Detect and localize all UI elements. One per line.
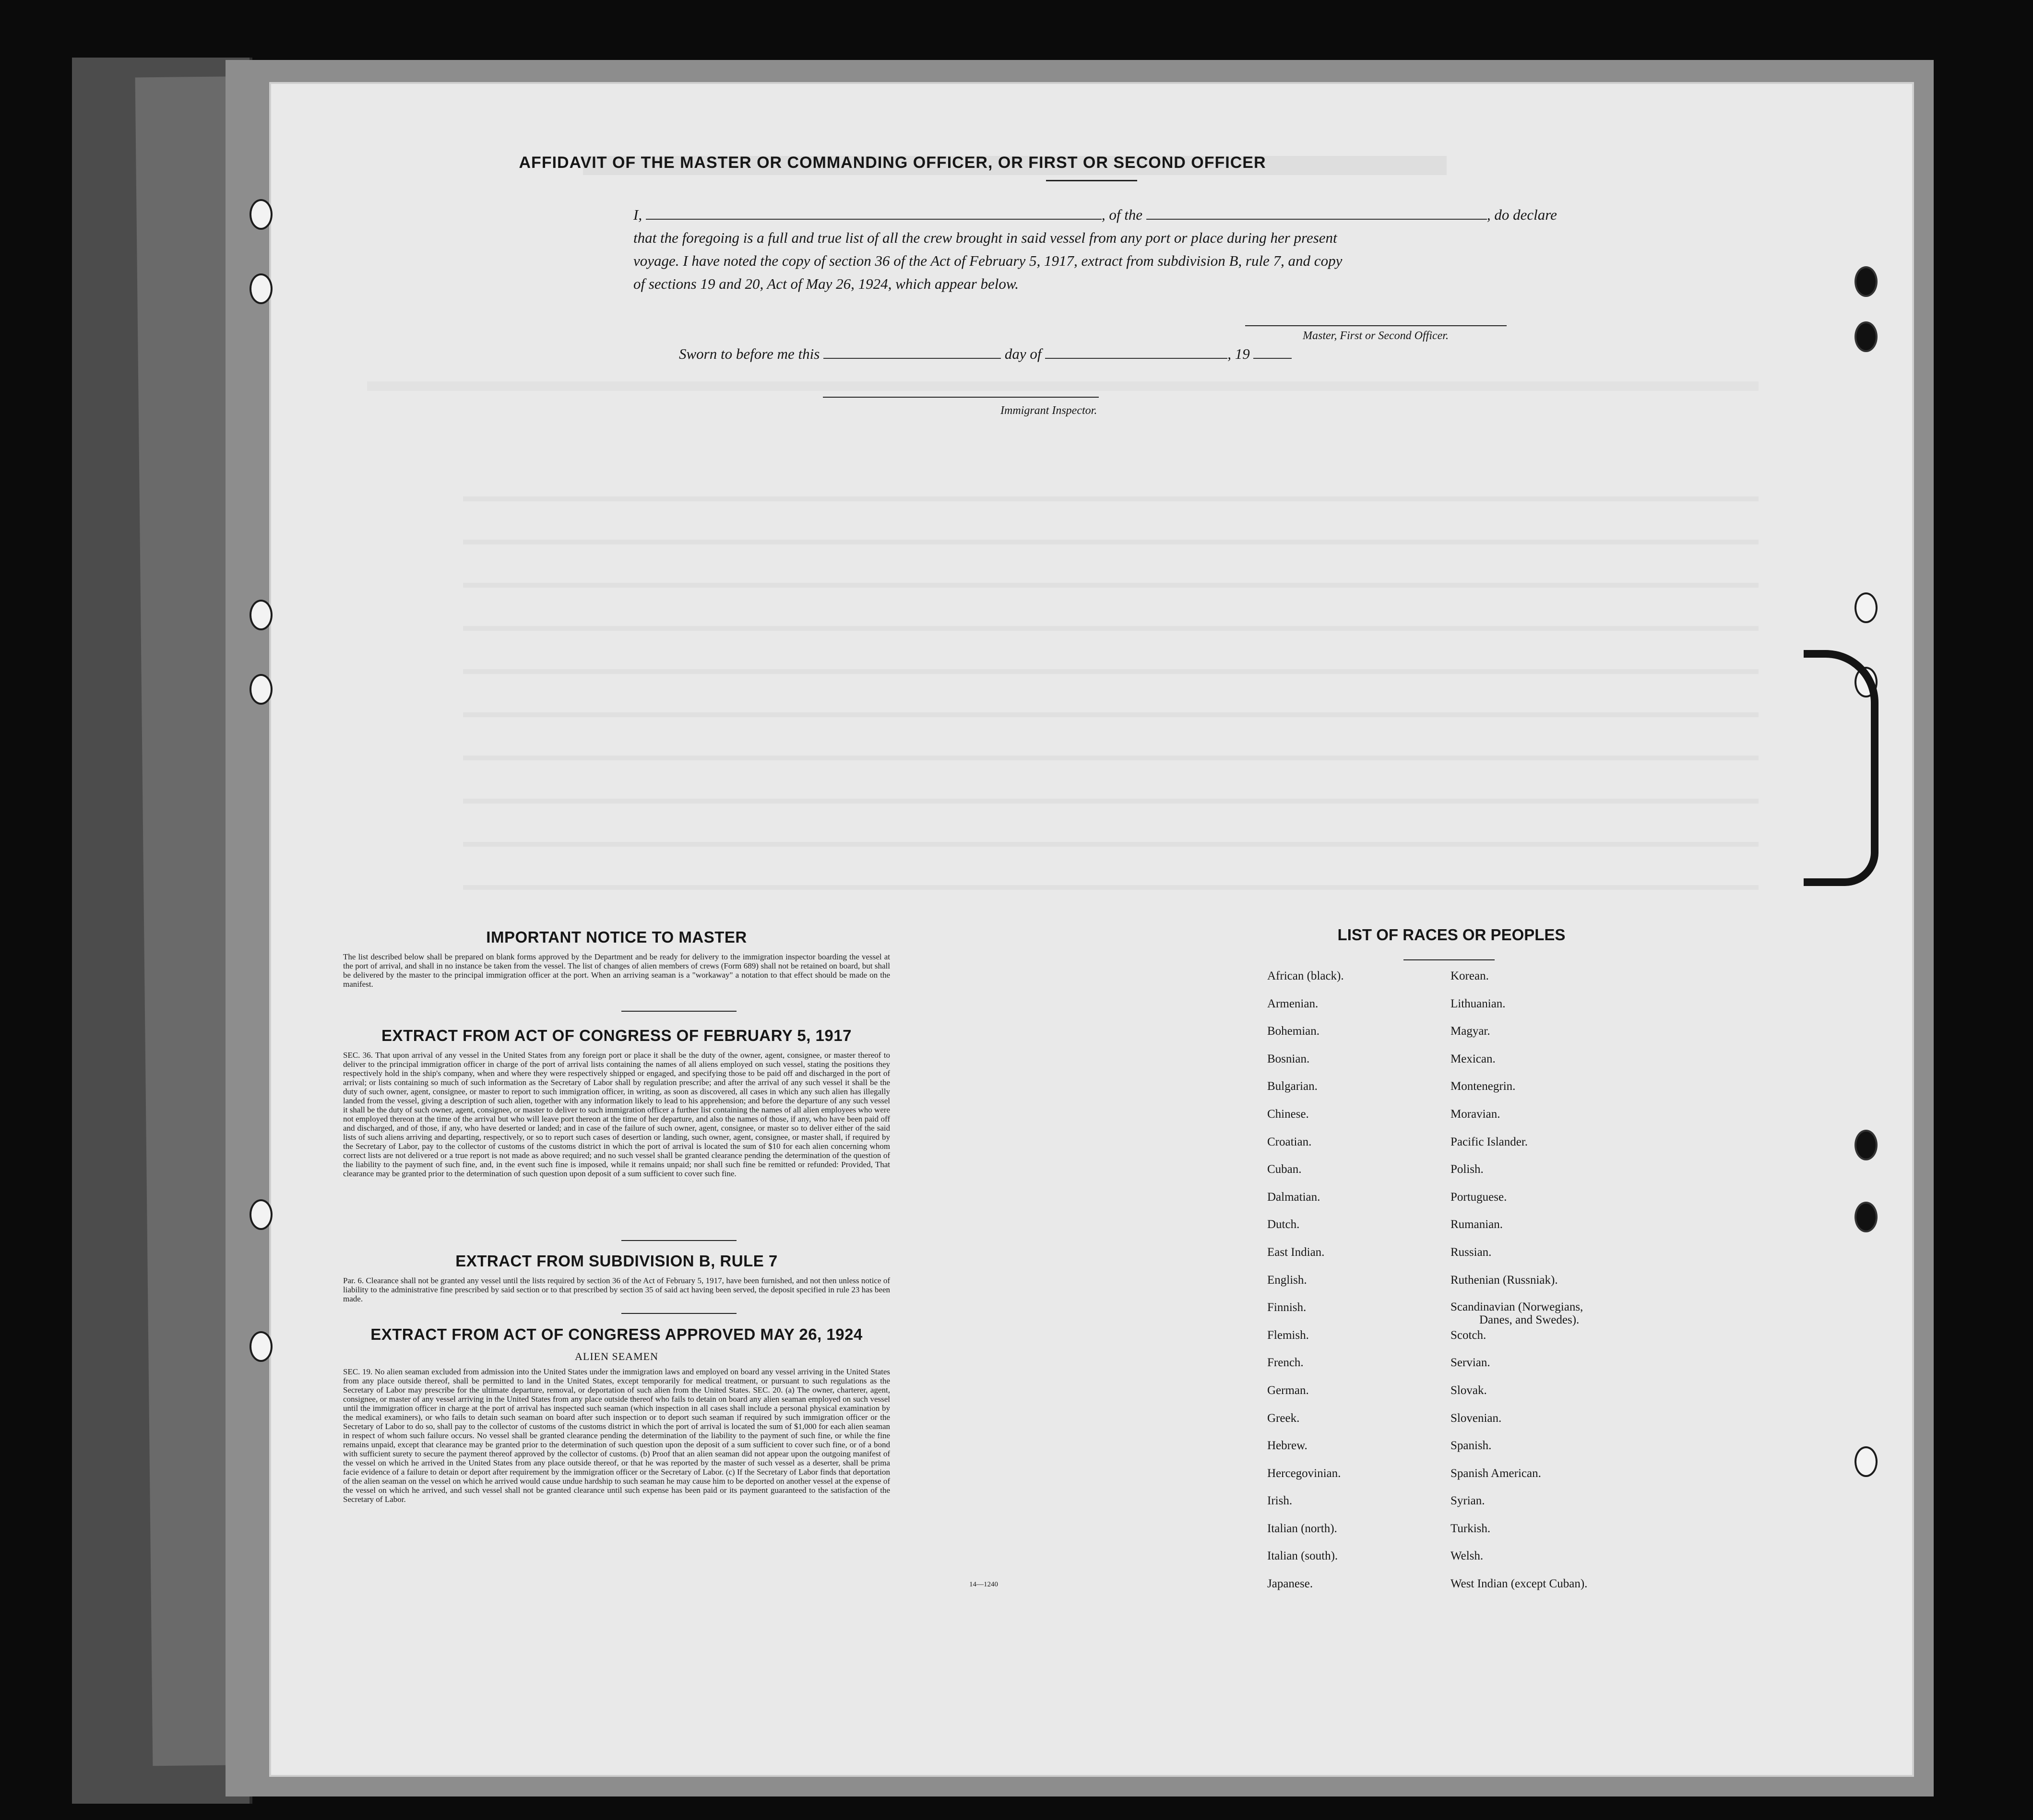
- race-item: Bosnian.: [1267, 1052, 1310, 1065]
- affidavit-line-4: of sections 19 and 20, Act of May 26, 1924, which appear below.: [633, 275, 1019, 292]
- extract-rule7-rule: [621, 1313, 737, 1314]
- binder-hole: [250, 600, 273, 630]
- binder-hole: [1855, 1130, 1878, 1160]
- bleed-through-rows: [463, 458, 1759, 890]
- races-left-column: [1267, 969, 1344, 1605]
- race-item: Italian (south).: [1267, 1549, 1338, 1563]
- affidavit-line-1: [633, 206, 1557, 224]
- extract-1917-rule: [621, 1240, 737, 1241]
- race-item: Montenegrin.: [1450, 1080, 1516, 1093]
- form-number: 14—1240: [969, 1581, 998, 1588]
- affidavit-do-declare: , do declare: [1486, 206, 1557, 223]
- inspector-signature-line[interactable]: [823, 397, 1099, 398]
- race-item: Finnish.: [1267, 1301, 1307, 1314]
- bleed-through-band: [367, 381, 1759, 391]
- master-signature-label: Master, First or Second Officer.: [1303, 330, 1449, 342]
- extract-rule7-text: Par. 6. Clearance shall not be granted any vessel until the lists required by section 36 of the Act of February 5, 1917, have been furnished, and not then unless notice of liability to the administrative fine prescribed by said section or to that prescribed by section 35 of said act having been served, the deposit specified in rule 23 has been made.: [343, 1276, 890, 1303]
- race-item: Hercegovinian.: [1267, 1466, 1341, 1480]
- binder-hole: [1855, 1446, 1878, 1477]
- race-item: Flemish.: [1267, 1328, 1309, 1342]
- extract-1924-heading: EXTRACT FROM ACT OF CONGRESS APPROVED MAY 26, 1924: [370, 1325, 863, 1343]
- race-item: Portuguese.: [1450, 1190, 1507, 1204]
- race-item: Croatian.: [1267, 1135, 1312, 1148]
- race-item: Bohemian.: [1267, 1025, 1320, 1038]
- race-item: Welsh.: [1450, 1549, 1484, 1563]
- vessel-name-blank[interactable]: [1146, 206, 1487, 220]
- race-item: Irish.: [1267, 1494, 1293, 1508]
- sworn-month-blank[interactable]: [1045, 345, 1227, 359]
- race-item: English.: [1267, 1273, 1307, 1287]
- sworn-line: [679, 345, 1292, 363]
- race-item: Italian (north).: [1267, 1522, 1337, 1535]
- binder-hole: [1855, 1202, 1878, 1232]
- race-item: Turkish.: [1450, 1522, 1491, 1535]
- extract-1917-heading: EXTRACT FROM ACT OF CONGRESS OF FEBRUARY 5, 1917: [381, 1027, 852, 1044]
- races-heading: LIST OF RACES OR PEOPLES: [1337, 926, 1566, 944]
- extract-1924-text: SEC. 19. No alien seaman excluded from admission into the United States under the immigration laws and employed on board any vessel arriving in the United States from any place outside thereof, shall be permitted to land in the United States, except temporarily for medical treatment, or pursuant to such regulations as the Secretary of Labor may prescribe for the ultimate departure, removal, or deportation of such alien from the United States. SEC. 20. (a) The owner, charterer, agent, consignee, or master of any vessel arriving in the United States from any place outside thereof who fails to detain on board any alien seaman employed on such vessel until the immigration officer in charge at the port of arrival has inspected such seaman (which inspection in all cases shall include a personal physical examination by the medical examiners), or who fails to detain such seaman on board after such inspection or to deport such seaman if required by such immigration officer or the Secretary of Labor to do so, shall pay to the collector of customs of the customs district in which the port of arrival is located the sum of $1,000 for each alien seaman in respect of whom such failure occurs. No vessel shall be granted clearance pending the determination of the liability to the payment of such fine, or while the fine remains unpaid, except that clearance may be granted prior to the determination of such question upon the deposit of a sum sufficient to cover such fine, or of a bond with sufficient surety to secure the payment thereof approved by the collector of customs. (b) Proof that an alien seaman did not appear upon the outgoing manifest of the vessel on which he arrived in the United States from any place outside thereof, or that he was reported by the master of such vessel as a deserter, shall be prima facie evidence of a failure to detain or deport after requirement by the immigration officer or the Secretary of Labor. (c) If the Secretary of Labor finds that deportation of the alien seaman on the vessel on which he arrived would cause undue hardship to such seaman he may cause him to be deported on another vessel at the expense of the vessel on which he arrived, and such vessel shall not be granted clearance until such expense has been paid or its payment guaranteed to the satisfaction of the Secretary of Labor.: [343, 1367, 890, 1504]
- race-item: German.: [1267, 1383, 1309, 1397]
- race-item: Scotch.: [1450, 1328, 1486, 1342]
- extract-rule7-heading: EXTRACT FROM SUBDIVISION B, RULE 7: [455, 1252, 778, 1270]
- binder-hole: [1855, 592, 1878, 623]
- affidavit-line-3: voyage. I have noted the copy of section 36 of the Act of February 5, 1917, extract from subdivision B, rule 7, and copy: [633, 252, 1343, 269]
- race-item: Chinese.: [1267, 1107, 1309, 1121]
- race-item: Ruthenian (Russniak).: [1450, 1273, 1558, 1287]
- race-item: Russian.: [1450, 1245, 1492, 1259]
- race-item: Servian.: [1450, 1356, 1490, 1370]
- race-item: Magyar.: [1450, 1025, 1490, 1038]
- race-item: Spanish.: [1450, 1439, 1492, 1453]
- binder-hole: [250, 273, 273, 304]
- races-right-column: [1450, 969, 1587, 1605]
- affidavit-i: I,: [633, 206, 642, 223]
- binder-hole: [1855, 321, 1878, 352]
- manifest-page: [271, 84, 1912, 1775]
- race-item: Slovak.: [1450, 1383, 1487, 1397]
- affidavit-of-the: , of the: [1101, 206, 1143, 223]
- binder-hole: [250, 1199, 273, 1230]
- race-item: Spanish American.: [1450, 1466, 1541, 1480]
- sworn-text: Sworn to before me this: [679, 345, 820, 362]
- sworn-day-of: day of: [1004, 345, 1042, 362]
- races-rule: [1403, 959, 1495, 960]
- race-item: African (black).: [1267, 969, 1344, 982]
- alien-seamen-subheading: ALIEN SEAMEN: [575, 1350, 658, 1362]
- title-rule: [1046, 180, 1137, 181]
- master-signature-line[interactable]: [1245, 325, 1507, 326]
- race-item: Japanese.: [1267, 1577, 1313, 1591]
- race-item: Polish.: [1450, 1163, 1484, 1176]
- race-item: Syrian.: [1450, 1494, 1485, 1508]
- race-item: Dalmatian.: [1267, 1190, 1320, 1204]
- race-item: Cuban.: [1267, 1163, 1302, 1176]
- race-item: Armenian.: [1267, 997, 1319, 1010]
- race-item: East Indian.: [1267, 1245, 1325, 1259]
- binder-hole: [1855, 266, 1878, 297]
- race-item: West Indian (except Cuban).: [1450, 1577, 1588, 1591]
- ink-scribble: [1804, 650, 1878, 886]
- race-item: Scandinavian (Norwegians, Danes, and Swedes).: [1450, 1300, 1587, 1328]
- affidavit-title: AFFIDAVIT OF THE MASTER OR COMMANDING OFFICER, OR FIRST OR SECOND OFFICER: [519, 154, 1266, 172]
- race-item: Slovenian.: [1450, 1411, 1502, 1425]
- race-item: Moravian.: [1450, 1107, 1500, 1121]
- notice-heading: IMPORTANT NOTICE TO MASTER: [486, 928, 747, 946]
- affidavit-line-2: that the foregoing is a full and true list of all the crew brought in said vessel from any port or place during her present: [633, 229, 1337, 246]
- race-item: Mexican.: [1450, 1052, 1496, 1065]
- sworn-year-blank[interactable]: [1253, 345, 1292, 359]
- notice-rule: [621, 1011, 737, 1012]
- race-item: Greek.: [1267, 1411, 1300, 1425]
- sworn-year-prefix: , 19: [1227, 345, 1250, 362]
- binder-hole: [250, 199, 273, 230]
- binder-hole: [250, 674, 273, 705]
- race-item: French.: [1267, 1356, 1304, 1370]
- race-item: Hebrew.: [1267, 1439, 1308, 1453]
- race-item: Lithuanian.: [1450, 997, 1506, 1010]
- race-item: Bulgarian.: [1267, 1080, 1318, 1093]
- inspector-signature-label: Immigrant Inspector.: [1000, 404, 1097, 417]
- notice-text: The list described below shall be prepared on blank forms approved by the Department and be ready for delivery to the immigration inspector boarding the vessel at the port of arrival, and shall in no instance be taken from the vessel. The list of changes of alien members of crews (Form 689) shall not be retained on board, but shall be delivered by the master to the principal immigration officer at the port. When an arriving seaman is a "workaway" a notation to that effect should be made on the manifest.: [343, 952, 890, 989]
- race-item: Rumanian.: [1450, 1218, 1503, 1231]
- race-item: Korean.: [1450, 969, 1489, 982]
- sworn-day-blank[interactable]: [823, 345, 1001, 359]
- binder-hole: [250, 1331, 273, 1362]
- race-item-continuation: Danes, and Swedes).: [1479, 1313, 1580, 1327]
- race-item: Dutch.: [1267, 1218, 1300, 1231]
- extract-1917-text: SEC. 36. That upon arrival of any vessel in the United States from any foreign port or place it shall be the duty of the owner, agent, consignee, or master thereof to deliver to the principal immigration officer in charge of the port of arrival lists containing the names of all aliens employed on such vessel, stating the positions they respectively hold in the ship's company, when and where they were respectively shipped or engaged, and specifying those to be paid off and discharged in the port of arrival; or lists containing so much of such information as the Secretary of Labor shall by regulation prescribe; and after the arrival of any such vessel it shall be the duty of such owner, agent, consignee, or master to report to such immigration officer, in writing, as soon as discovered, all cases in which any such alien has illegally landed from the vessel, giving a description of such alien, together with any information likely to lead to his apprehension; and before the departure of any such vessel it shall be the duty of such owner, agent, consignee, or master to deliver to such immigration officer a further list containing the names of all alien employees who were not employed thereon at the time of the arrival but who will leave port thereon at the time of her departure, and also the names of those, if any, who have been paid off and discharged, and of those, if any, who have deserted or landed; and in case of the failure of such owner, agent, consignee, or master so to deliver either of the said lists of such aliens arriving and departing, respectively, or so to report such cases of desertion or landing, such owner, agent, consignee, or master shall, if required by the Secretary of Labor, pay to the collector of customs of the customs district in which the port of arrival is located the sum of $10 for each alien concerning whom correct lists are not delivered or a true report is not made as above required; and no such vessel shall be granted clearance pending the determination of the question of the liability to the payment of such fine, and, in the event such fine is imposed, while it remains unpaid; nor shall such fine be remitted or refunded: Provided, That clearance may be granted prior to the determination of such question upon deposit of a sum sufficient to cover such fine.: [343, 1051, 890, 1178]
- master-name-blank[interactable]: [646, 206, 1102, 220]
- race-item: Pacific Islander.: [1450, 1135, 1528, 1148]
